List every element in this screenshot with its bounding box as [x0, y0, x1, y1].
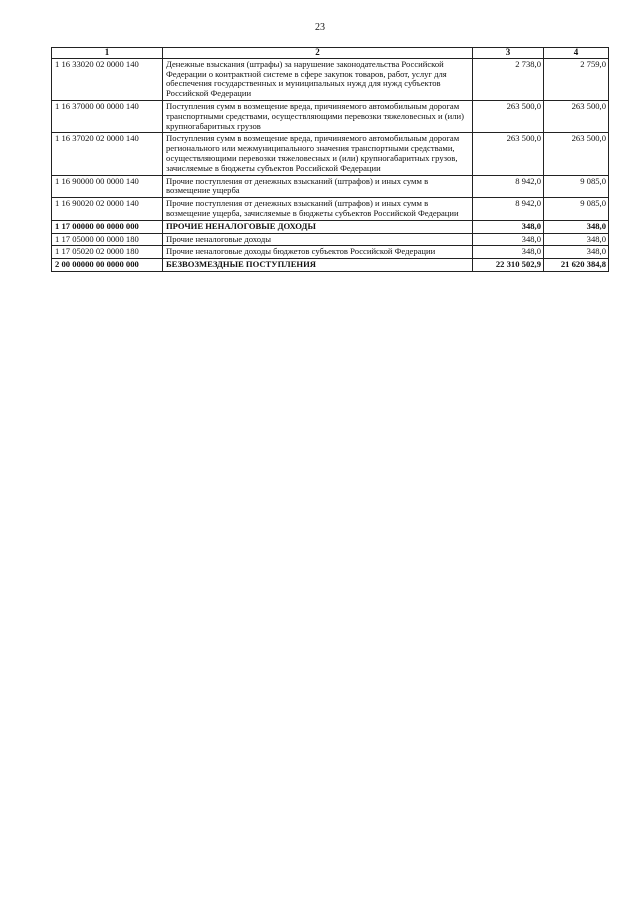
value-col4-cell: 263 500,0: [544, 100, 609, 132]
value-col3-cell: 348,0: [473, 220, 544, 233]
value-col3-cell: 263 500,0: [473, 133, 544, 175]
code-cell: 1 16 90000 00 0000 140: [52, 175, 163, 198]
table-row: [52, 246, 609, 259]
name-cell: Прочие поступления от денежных взысканий (штрафов) и иных сумм в возмещение ущерба, зачисляемые в бюджеты субъектов Российской Федерации: [163, 198, 473, 221]
name-cell: ПРОЧИЕ НЕНАЛОГОВЫЕ ДОХОДЫ: [163, 220, 473, 233]
value-col4-cell: 9 085,0: [544, 175, 609, 198]
code-cell: 1 16 33020 02 0000 140: [52, 58, 163, 100]
name-cell: Прочие неналоговые доходы: [163, 233, 473, 246]
name-cell: Прочие поступления от денежных взысканий (штрафов) и иных сумм в возмещение ущерба: [163, 175, 473, 198]
value-col4-cell: 21 620 384,8: [544, 259, 609, 272]
value-col4-cell: 2 759,0: [544, 58, 609, 100]
name-cell: Поступления сумм в возмещение вреда, причиняемого автомобильным дорогам транспортными средствами, осуществляющими перевозки тяжеловесных и (или) крупногабаритных грузов: [163, 100, 473, 132]
table-header-row: [52, 48, 609, 59]
page-number: 23: [315, 22, 325, 33]
revenue-table: [51, 47, 609, 272]
value-col4-cell: 348,0: [544, 246, 609, 259]
name-cell: БЕЗВОЗМЕЗДНЫЕ ПОСТУПЛЕНИЯ: [163, 259, 473, 272]
table-row: [52, 259, 609, 272]
code-cell: 1 17 05000 00 0000 180: [52, 233, 163, 246]
code-cell: 1 16 37000 00 0000 140: [52, 100, 163, 132]
code-cell: 2 00 00000 00 0000 000: [52, 259, 163, 272]
value-col3-cell: 348,0: [473, 233, 544, 246]
value-col3-cell: 2 738,0: [473, 58, 544, 100]
table-row: [52, 198, 609, 221]
value-col3-cell: 22 310 502,9: [473, 259, 544, 272]
table-row: [52, 175, 609, 198]
value-col4-cell: 9 085,0: [544, 198, 609, 221]
header-cell-4: 4: [544, 48, 609, 59]
name-cell: Прочие неналоговые доходы бюджетов субъектов Российской Федерации: [163, 246, 473, 259]
value-col4-cell: 348,0: [544, 220, 609, 233]
table-row: [52, 58, 609, 100]
table-row: [52, 220, 609, 233]
header-cell-1: 1: [52, 48, 163, 59]
table-row: [52, 100, 609, 132]
header-cell-2: 2: [163, 48, 473, 59]
table-row: [52, 233, 609, 246]
value-col4-cell: 348,0: [544, 233, 609, 246]
name-cell: Поступления сумм в возмещение вреда, причиняемого автомобильным дорогам регионального или межмуниципального значения транспортными средствами, осуществляющими перевозки тяжеловесных и (или) крупногабаритных грузов, зачисляемые в бюджеты субъектов Российской Федерации: [163, 133, 473, 175]
value-col3-cell: 8 942,0: [473, 175, 544, 198]
header-cell-3: 3: [473, 48, 544, 59]
code-cell: 1 16 37020 02 0000 140: [52, 133, 163, 175]
value-col4-cell: 263 500,0: [544, 133, 609, 175]
value-col3-cell: 8 942,0: [473, 198, 544, 221]
value-col3-cell: 263 500,0: [473, 100, 544, 132]
code-cell: 1 16 90020 02 0000 140: [52, 198, 163, 221]
code-cell: 1 17 00000 00 0000 000: [52, 220, 163, 233]
table-row: [52, 133, 609, 175]
value-col3-cell: 348,0: [473, 246, 544, 259]
code-cell: 1 17 05020 02 0000 180: [52, 246, 163, 259]
name-cell: Денежные взыскания (штрафы) за нарушение законодательства Российской Федерации о контрактной системе в сфере закупок товаров, работ, услуг для обеспечения государственных и муниципальных нужд для нужд субъектов Российской Федерации: [163, 58, 473, 100]
